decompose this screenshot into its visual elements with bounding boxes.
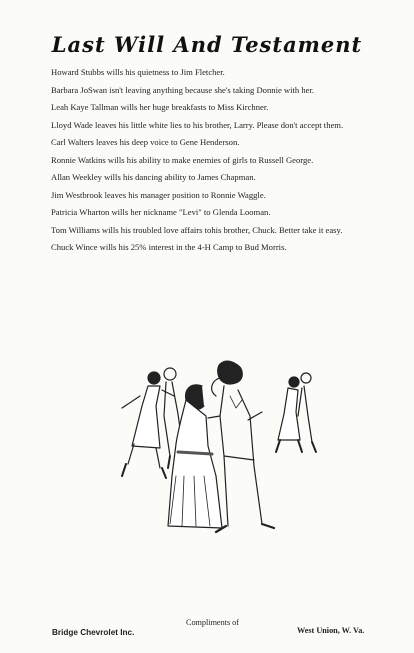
- sponsor-location: West Union, W. Va.: [297, 626, 365, 635]
- will-entry: Lloyd Wade leaves his little white lies to his brother, Larry. Please don't accept them.: [51, 119, 344, 130]
- will-entry: Patricia Wharton wills her nickname "Levi" to Glenda Looman.: [51, 207, 271, 217]
- will-entry: Barbara JoSwan isn't leaving anything because she's taking Donnie with her.: [51, 84, 314, 95]
- will-entry: Allan Weekley wills his dancing ability to James Chapman.: [51, 172, 256, 182]
- will-entry: Carl Walters leaves his deep voice to Gene Henderson.: [51, 137, 240, 147]
- compliments-text: Compliments of: [186, 618, 239, 627]
- right-couple-figure: [276, 373, 316, 452]
- wills-list: [51, 67, 391, 260]
- page-title: Last Will And Testament: [51, 32, 363, 57]
- will-entry: Leah Kaye Tallman wills her huge breakfasts to Miss Kirchner.: [51, 102, 269, 112]
- will-entry: Tom Williams wills his troubled love affairs tohis brother, Chuck. Better take it easy.: [51, 224, 343, 235]
- will-entry: Chuck Wince wills his 25% interest in the 4-H Camp to Bud Morris.: [51, 242, 287, 252]
- sponsor-name: Bridge Chevrolet Inc.: [52, 628, 135, 637]
- will-entry: Howard Stubbs wills his quietness to Jim Fletcher.: [51, 67, 225, 77]
- will-entry: Ronnie Watkins wills his ability to make enemies of girls to Russell George.: [51, 154, 314, 165]
- dancing-couples-illustration: [112, 356, 324, 542]
- will-entry: Jim Westbrook leaves his manager position to Ronnie Waggle.: [51, 189, 266, 200]
- foreground-couple-figure: [168, 361, 274, 532]
